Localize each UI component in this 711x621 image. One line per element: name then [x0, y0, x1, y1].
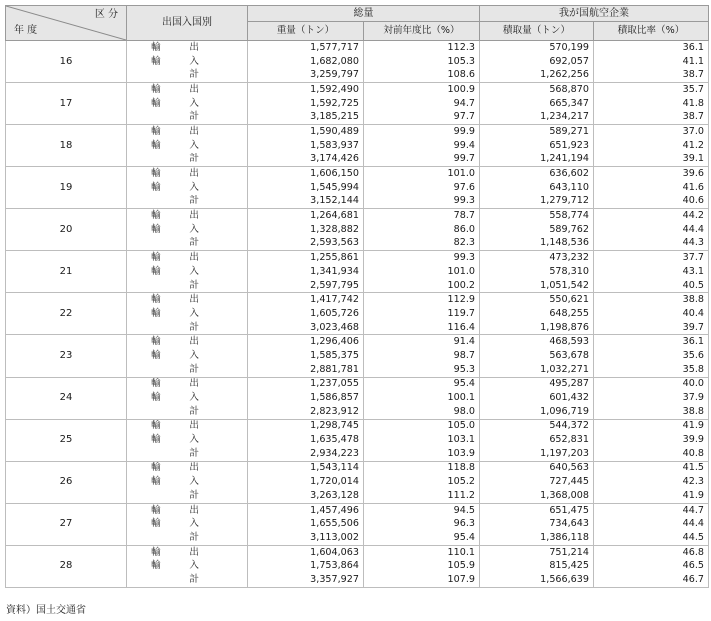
weight-cell: 3,174,426: [248, 153, 364, 167]
direction-cell: [127, 419, 248, 433]
weight-cell: 1,341,934: [248, 265, 364, 279]
direction-cell: [127, 545, 248, 559]
loaded-cell: 648,255: [480, 307, 594, 321]
yoy-cell: 95.4: [364, 531, 480, 545]
weight-cell: 1,296,406: [248, 335, 364, 349]
weight-cell: 1,590,489: [248, 125, 364, 139]
ratio-cell: 39.7: [594, 321, 709, 335]
ratio-cell: 36.1: [594, 41, 709, 55]
year-cell: 22: [6, 293, 127, 335]
ratio-cell: 39.1: [594, 153, 709, 167]
ratio-cell: 37.7: [594, 251, 709, 265]
ratio-cell: 43.1: [594, 265, 709, 279]
loaded-cell: 651,923: [480, 139, 594, 153]
loaded-cell: 1,262,256: [480, 68, 594, 82]
direction-cell: [127, 68, 248, 82]
loaded-cell: 1,051,542: [480, 279, 594, 293]
direction-label: 輸 入: [151, 560, 199, 572]
direction-cell: [127, 307, 248, 321]
ratio-cell: 38.7: [594, 68, 709, 82]
direction-cell: [127, 181, 248, 195]
direction-label: 計: [189, 153, 199, 165]
ratio-cell: 35.7: [594, 83, 709, 97]
direction-label: 輸 出: [151, 462, 199, 474]
direction-header: 出国入国別: [127, 6, 248, 41]
direction-cell: [127, 405, 248, 419]
table-row: [6, 209, 709, 223]
loaded-cell: 544,372: [480, 419, 594, 433]
ratio-cell: 41.9: [594, 489, 709, 503]
ratio-cell: 42.3: [594, 475, 709, 489]
table-row: [6, 545, 709, 559]
ratio-cell: 41.8: [594, 97, 709, 111]
yoy-cell: 103.1: [364, 433, 480, 447]
ratio-cell: 41.2: [594, 139, 709, 153]
loaded-cell: 1,386,118: [480, 531, 594, 545]
ratio-cell: 38.8: [594, 293, 709, 307]
ratio-cell: 44.5: [594, 531, 709, 545]
loaded-cell: 651,475: [480, 503, 594, 517]
table-row: [6, 335, 709, 349]
loaded-cell: 550,621: [480, 293, 594, 307]
yoy-cell: 118.8: [364, 461, 480, 475]
ratio-cell: 46.8: [594, 545, 709, 559]
ratio-cell: 40.8: [594, 447, 709, 461]
yoy-cell: 103.9: [364, 447, 480, 461]
direction-label: 計: [189, 321, 199, 333]
loaded-cell: 578,310: [480, 265, 594, 279]
direction-label: 計: [189, 531, 199, 543]
table-row: [6, 461, 709, 475]
direction-label: 輸 入: [151, 97, 199, 109]
yoy-cell: 99.9: [364, 125, 480, 139]
loaded-cell: 1,148,536: [480, 237, 594, 251]
direction-label: 輸 出: [151, 168, 199, 180]
table-row: [6, 125, 709, 139]
yoy-cell: 116.4: [364, 321, 480, 335]
year-cell: 25: [6, 419, 127, 461]
loaded-cell: 1,096,719: [480, 405, 594, 419]
weight-cell: 3,023,468: [248, 321, 364, 335]
weight-cell: 1,592,725: [248, 97, 364, 111]
ratio-cell: 39.9: [594, 433, 709, 447]
ratio-cell: 44.7: [594, 503, 709, 517]
loaded-cell: 734,643: [480, 517, 594, 531]
direction-cell: [127, 433, 248, 447]
yoy-header: 対前年度比（%）: [364, 22, 480, 41]
direction-label: 計: [189, 363, 199, 375]
yoy-cell: 100.1: [364, 391, 480, 405]
weight-cell: 1,635,478: [248, 433, 364, 447]
year-cell: 18: [6, 125, 127, 167]
loaded-cell: 558,774: [480, 209, 594, 223]
weight-cell: 1,255,861: [248, 251, 364, 265]
loaded-cell: 1,197,203: [480, 447, 594, 461]
weight-header: 重量（トン）: [248, 22, 364, 41]
weight-cell: 3,113,002: [248, 531, 364, 545]
table-header: [6, 6, 709, 41]
ratio-cell: 37.9: [594, 391, 709, 405]
year-cell: 24: [6, 377, 127, 419]
weight-cell: 1,753,864: [248, 559, 364, 573]
ratio-cell: 41.9: [594, 419, 709, 433]
loaded-cell: 1,566,639: [480, 573, 594, 587]
direction-cell: [127, 251, 248, 265]
weight-cell: 3,152,144: [248, 195, 364, 209]
ratio-header: 積取比率（%）: [594, 22, 709, 41]
total-group-header: 総量: [248, 6, 480, 22]
direction-cell: [127, 167, 248, 181]
direction-label: 計: [189, 447, 199, 459]
cargo-table: [5, 5, 709, 588]
yoy-cell: 111.2: [364, 489, 480, 503]
yoy-cell: 112.3: [364, 41, 480, 55]
weight-cell: 1,545,994: [248, 181, 364, 195]
direction-label: 輸 出: [151, 420, 199, 432]
direction-cell: [127, 153, 248, 167]
weight-cell: 1,592,490: [248, 83, 364, 97]
direction-label: 輸 出: [151, 294, 199, 306]
ratio-cell: 38.7: [594, 110, 709, 124]
direction-label: 輸 出: [151, 125, 199, 137]
direction-label: 輸 入: [151, 181, 199, 193]
yoy-cell: 86.0: [364, 223, 480, 237]
yoy-cell: 94.5: [364, 503, 480, 517]
yoy-cell: 105.2: [364, 475, 480, 489]
yoy-cell: 119.7: [364, 307, 480, 321]
direction-cell: [127, 377, 248, 391]
direction-label: 輸 出: [151, 210, 199, 222]
weight-cell: 1,720,014: [248, 475, 364, 489]
direction-cell: [127, 55, 248, 69]
direction-label: 輸 入: [151, 265, 199, 277]
direction-label: 輸 出: [151, 83, 199, 95]
direction-label: 輸 出: [151, 504, 199, 516]
direction-cell: [127, 321, 248, 335]
year-cell: 27: [6, 503, 127, 545]
direction-cell: [127, 349, 248, 363]
weight-cell: 1,604,063: [248, 545, 364, 559]
yoy-cell: 105.0: [364, 419, 480, 433]
direction-label: 輸 出: [151, 336, 199, 348]
direction-label: 輸 入: [151, 476, 199, 488]
direction-label: 計: [189, 573, 199, 585]
direction-cell: [127, 279, 248, 293]
corner-label-category: 区 分: [94, 9, 118, 20]
direction-cell: [127, 125, 248, 139]
direction-cell: [127, 335, 248, 349]
direction-label: 輸 入: [151, 349, 199, 361]
loaded-cell: 665,347: [480, 97, 594, 111]
weight-cell: 2,934,223: [248, 447, 364, 461]
direction-cell: [127, 461, 248, 475]
direction-label: 輸 入: [151, 55, 199, 67]
yoy-cell: 96.3: [364, 517, 480, 531]
yoy-cell: 101.0: [364, 265, 480, 279]
yoy-cell: 97.6: [364, 181, 480, 195]
direction-cell: [127, 517, 248, 531]
weight-cell: 1,586,857: [248, 391, 364, 405]
yoy-cell: 98.0: [364, 405, 480, 419]
yoy-cell: 107.9: [364, 573, 480, 587]
direction-cell: [127, 237, 248, 251]
corner-header-cell: [6, 6, 127, 41]
loaded-cell: 1,032,271: [480, 363, 594, 377]
loaded-cell: 727,445: [480, 475, 594, 489]
weight-cell: 2,593,563: [248, 237, 364, 251]
direction-label: 輸 出: [151, 41, 199, 53]
weight-cell: 1,264,681: [248, 209, 364, 223]
loaded-cell: 1,368,008: [480, 489, 594, 503]
ratio-cell: 40.4: [594, 307, 709, 321]
direction-label: 輸 出: [151, 546, 199, 558]
ratio-cell: 41.1: [594, 55, 709, 69]
direction-label: 計: [189, 195, 199, 207]
weight-cell: 1,417,742: [248, 293, 364, 307]
loaded-cell: 1,241,194: [480, 153, 594, 167]
direction-cell: [127, 195, 248, 209]
direction-cell: [127, 265, 248, 279]
table-row: [6, 377, 709, 391]
weight-cell: 1,577,717: [248, 41, 364, 55]
direction-cell: [127, 489, 248, 503]
direction-cell: [127, 573, 248, 587]
ratio-cell: 37.0: [594, 125, 709, 139]
direction-label: 輸 入: [151, 223, 199, 235]
weight-cell: 1,583,937: [248, 139, 364, 153]
yoy-cell: 100.9: [364, 83, 480, 97]
direction-cell: [127, 363, 248, 377]
weight-cell: 1,328,882: [248, 223, 364, 237]
yoy-cell: 91.4: [364, 335, 480, 349]
weight-cell: 2,597,795: [248, 279, 364, 293]
yoy-cell: 98.7: [364, 349, 480, 363]
direction-cell: [127, 475, 248, 489]
ratio-cell: 41.5: [594, 461, 709, 475]
direction-label: 計: [189, 279, 199, 291]
loaded-cell: 643,110: [480, 181, 594, 195]
ratio-cell: 41.6: [594, 181, 709, 195]
year-cell: 20: [6, 209, 127, 251]
loaded-cell: 570,199: [480, 41, 594, 55]
loaded-cell: 589,762: [480, 223, 594, 237]
ratio-cell: 40.0: [594, 377, 709, 391]
direction-cell: [127, 223, 248, 237]
year-cell: 17: [6, 83, 127, 125]
yoy-cell: 99.4: [364, 139, 480, 153]
direction-label: 輸 出: [151, 378, 199, 390]
weight-cell: 2,881,781: [248, 363, 364, 377]
yoy-cell: 82.3: [364, 237, 480, 251]
table-row: [6, 419, 709, 433]
ratio-cell: 38.8: [594, 405, 709, 419]
direction-cell: [127, 559, 248, 573]
direction-label: 輸 入: [151, 392, 199, 404]
loaded-cell: 589,271: [480, 125, 594, 139]
direction-label: 計: [189, 405, 199, 417]
year-cell: 19: [6, 167, 127, 209]
year-cell: 16: [6, 41, 127, 83]
yoy-cell: 112.9: [364, 293, 480, 307]
weight-cell: 1,605,726: [248, 307, 364, 321]
ratio-cell: 35.8: [594, 363, 709, 377]
direction-label: 輸 入: [151, 518, 199, 530]
loaded-cell: 468,593: [480, 335, 594, 349]
loaded-header: 積取量（トン）: [480, 22, 594, 41]
direction-cell: [127, 293, 248, 307]
ratio-cell: 44.2: [594, 209, 709, 223]
direction-cell: [127, 447, 248, 461]
weight-cell: 1,457,496: [248, 503, 364, 517]
yoy-cell: 101.0: [364, 167, 480, 181]
yoy-cell: 110.1: [364, 545, 480, 559]
weight-cell: 3,357,927: [248, 573, 364, 587]
direction-cell: [127, 209, 248, 223]
year-cell: 23: [6, 335, 127, 377]
ratio-cell: 40.6: [594, 195, 709, 209]
direction-cell: [127, 139, 248, 153]
table-body: [6, 41, 709, 588]
weight-cell: 1,298,745: [248, 419, 364, 433]
yoy-cell: 105.9: [364, 559, 480, 573]
ratio-cell: 36.1: [594, 335, 709, 349]
ratio-cell: 44.3: [594, 237, 709, 251]
yoy-cell: 94.7: [364, 97, 480, 111]
loaded-cell: 636,602: [480, 167, 594, 181]
loaded-cell: 495,287: [480, 377, 594, 391]
loaded-cell: 563,678: [480, 349, 594, 363]
loaded-cell: 692,057: [480, 55, 594, 69]
loaded-cell: 1,234,217: [480, 110, 594, 124]
direction-label: 輸 入: [151, 307, 199, 319]
year-cell: 28: [6, 545, 127, 587]
direction-cell: [127, 391, 248, 405]
direction-label: 輸 入: [151, 434, 199, 446]
loaded-cell: 1,198,876: [480, 321, 594, 335]
ratio-cell: 40.5: [594, 279, 709, 293]
weight-cell: 1,682,080: [248, 55, 364, 69]
year-cell: 21: [6, 251, 127, 293]
loaded-cell: 601,432: [480, 391, 594, 405]
direction-cell: [127, 83, 248, 97]
loaded-cell: 640,563: [480, 461, 594, 475]
ratio-cell: 46.7: [594, 573, 709, 587]
weight-cell: 3,259,797: [248, 68, 364, 82]
ratio-cell: 39.6: [594, 167, 709, 181]
yoy-cell: 99.3: [364, 251, 480, 265]
direction-cell: [127, 503, 248, 517]
direction-label: 計: [189, 237, 199, 249]
yoy-cell: 108.6: [364, 68, 480, 82]
table-row: [6, 251, 709, 265]
jp-carrier-group-header: 我が国航空企業: [480, 6, 709, 22]
yoy-cell: 78.7: [364, 209, 480, 223]
weight-cell: 1,543,114: [248, 461, 364, 475]
direction-label: 輸 入: [151, 139, 199, 151]
year-cell: 26: [6, 461, 127, 503]
weight-cell: 1,606,150: [248, 167, 364, 181]
table-row: [6, 41, 709, 55]
yoy-cell: 95.4: [364, 377, 480, 391]
direction-label: 計: [189, 489, 199, 501]
direction-cell: [127, 531, 248, 545]
table-row: [6, 83, 709, 97]
yoy-cell: 100.2: [364, 279, 480, 293]
yoy-cell: 105.3: [364, 55, 480, 69]
loaded-cell: 1,279,712: [480, 195, 594, 209]
table-row: [6, 503, 709, 517]
ratio-cell: 44.4: [594, 517, 709, 531]
weight-cell: 1,237,055: [248, 377, 364, 391]
direction-cell: [127, 97, 248, 111]
loaded-cell: 652,831: [480, 433, 594, 447]
ratio-cell: 35.6: [594, 349, 709, 363]
direction-cell: [127, 41, 248, 55]
direction-label: 計: [189, 111, 199, 123]
loaded-cell: 473,232: [480, 251, 594, 265]
weight-cell: 3,185,215: [248, 110, 364, 124]
source-note: 資料）国土交通省: [6, 605, 86, 616]
yoy-cell: 97.7: [364, 110, 480, 124]
ratio-cell: 46.5: [594, 559, 709, 573]
loaded-cell: 815,425: [480, 559, 594, 573]
yoy-cell: 99.3: [364, 195, 480, 209]
direction-label: 計: [189, 69, 199, 81]
loaded-cell: 751,214: [480, 545, 594, 559]
corner-label-year: 年 度: [14, 25, 38, 36]
weight-cell: 2,823,912: [248, 405, 364, 419]
table-row: [6, 293, 709, 307]
ratio-cell: 44.4: [594, 223, 709, 237]
weight-cell: 1,585,375: [248, 349, 364, 363]
yoy-cell: 95.3: [364, 363, 480, 377]
weight-cell: 3,263,128: [248, 489, 364, 503]
table-row: [6, 167, 709, 181]
weight-cell: 1,655,506: [248, 517, 364, 531]
yoy-cell: 99.7: [364, 153, 480, 167]
direction-cell: [127, 110, 248, 124]
loaded-cell: 568,870: [480, 83, 594, 97]
direction-label: 輸 出: [151, 252, 199, 264]
